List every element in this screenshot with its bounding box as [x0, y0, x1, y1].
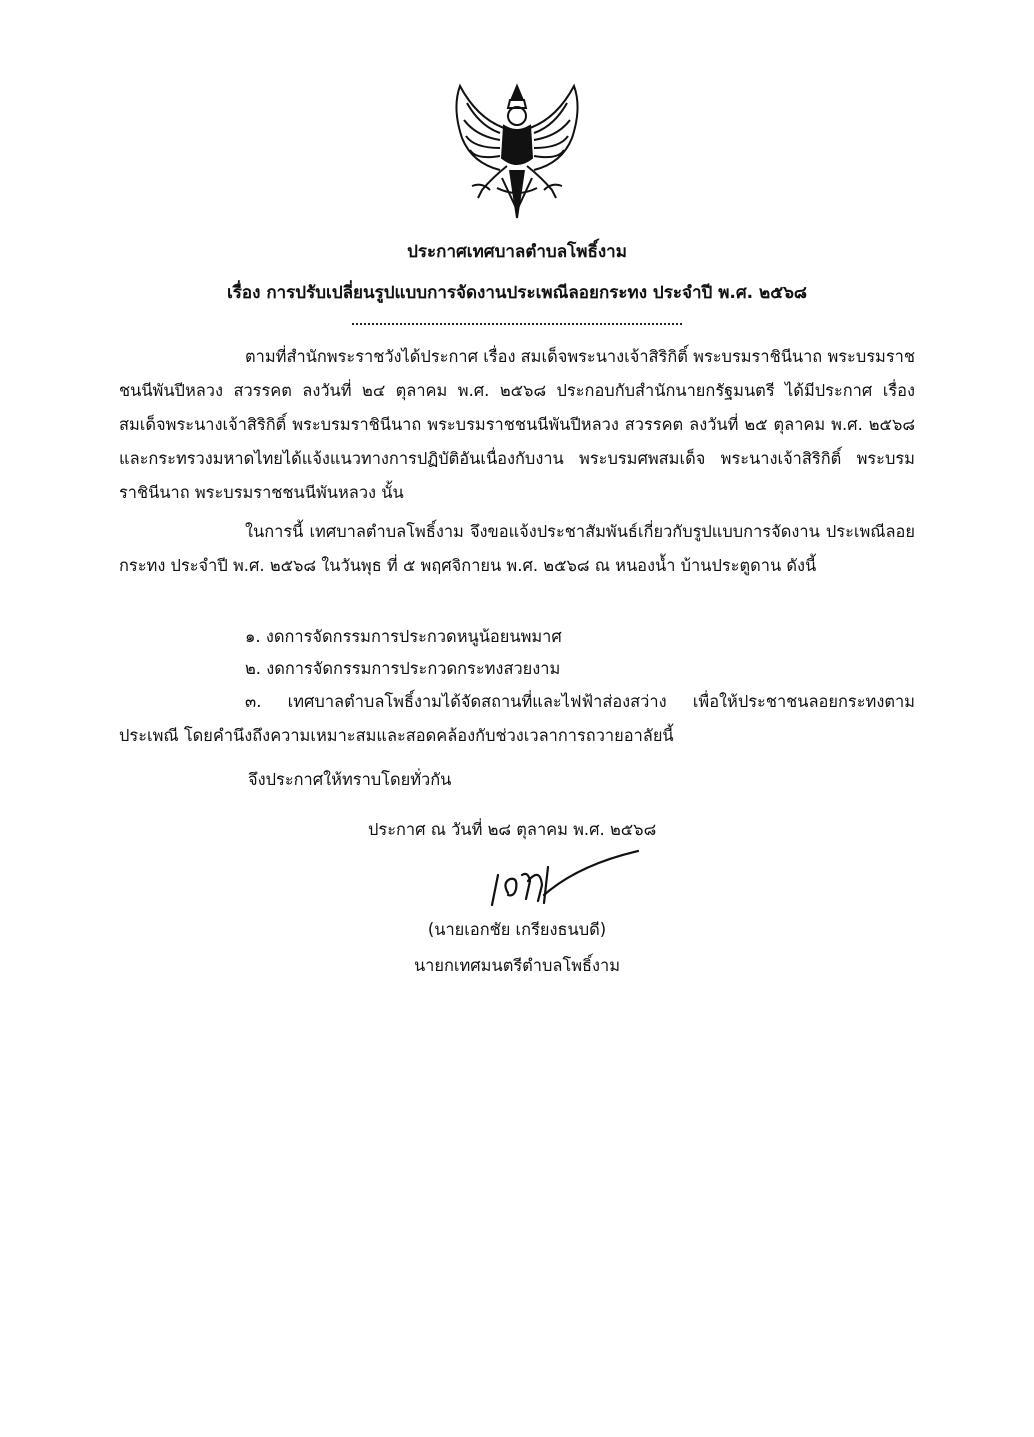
- paragraph-2-text: ในการนี้ เทศบาลตำบลโพธิ์งาม จึงขอแจ้งประชาสัมพันธ์เกี่ยวกับรูปแบบการจัดงาน ประเพณีลอยกระทง ประจำปี พ.ศ. ๒๕๖๘ ในวันพุธ ที่ ๕ พฤศจิกายน พ.ศ. ๒๕๖๘ ณ หนองน้ำ บ้านประตูดาน ดังนี้: [119, 522, 915, 575]
- list-item: [119, 685, 915, 753]
- signer-name: (นายเอกชัย เกรียงธนบดี): [427, 920, 607, 939]
- signer-position: นายกเทศมนตรีตำบลโพธิ์งาม: [413, 956, 621, 975]
- signature-icon: [478, 845, 648, 915]
- announcement-title: ประกาศเทศบาลตำบลโพธิ์งาม: [407, 242, 627, 262]
- list-item-text: ๓. เทศบาลตำบลโพธิ์งามได้จัดสถานที่และไฟฟ้าส่องสว่าง เพื่อให้ประชาชนลอยกระทงตาม ประเพณี โดยคำนึงถึงความเหมาะสมและสอดคล้องกับช่วงเวลาการถวายอาลัยนี้: [119, 692, 915, 745]
- garuda-emblem-icon: [442, 78, 592, 223]
- body-paragraph-2: [119, 515, 915, 583]
- body-paragraph-1: [119, 340, 915, 510]
- announcement-dateline: ประกาศ ณ วันที่ ๒๘ ตุลาคม พ.ศ. ๒๕๖๘: [368, 820, 657, 839]
- closing-statement: จึงประกาศให้ทราบโดยทั่วกัน: [248, 770, 452, 789]
- list-item: ๒. งดการจัดกรรมการประกวดกระทงสวยงาม: [245, 659, 561, 678]
- list-item: ๑. งดการจัดกรรมการประกวดหนูน้อยนพมาศ: [245, 627, 562, 646]
- paragraph-1-text: ตามที่สำนักพระราชวังได้ประกาศ เรื่อง สมเด็จพระนางเจ้าสิริกิติ์ พระบรมราชินีนาถ พระบรมราชชนนีพันปีหลวง สวรรคต ลงวันที่ ๒๔ ตุลาคม พ.ศ. ๒๕๖๘ ประกอบกับสำนักนายกรัฐมนตรี ได้มีประกาศ เรื่อง สมเด็จพระนางเจ้าสิริกิติ์ พระบรมราชินีนาถ พระบรมราชชนนีพันปีหลวง สวรรคต ลงวันที่ ๒๕ ตุลาคม พ.ศ. ๒๕๖๘ และกระทรวงมหาดไทยได้แจ้งแนวทางการปฏิบัติอันเนื่องกับงาน พระบรมศพสมเด็จ พระนางเจ้าสิริกิติ์ พระบรมราชินีนาถ พระบรมราชชนนีพันหลวง นั้น: [119, 347, 915, 502]
- announcement-subject: เรื่อง การปรับเปลี่ยนรูปแบบการจัดงานประเพณีลอยกระทง ประจำปี พ.ศ. ๒๕๖๘: [226, 283, 808, 303]
- title-divider: [352, 315, 682, 325]
